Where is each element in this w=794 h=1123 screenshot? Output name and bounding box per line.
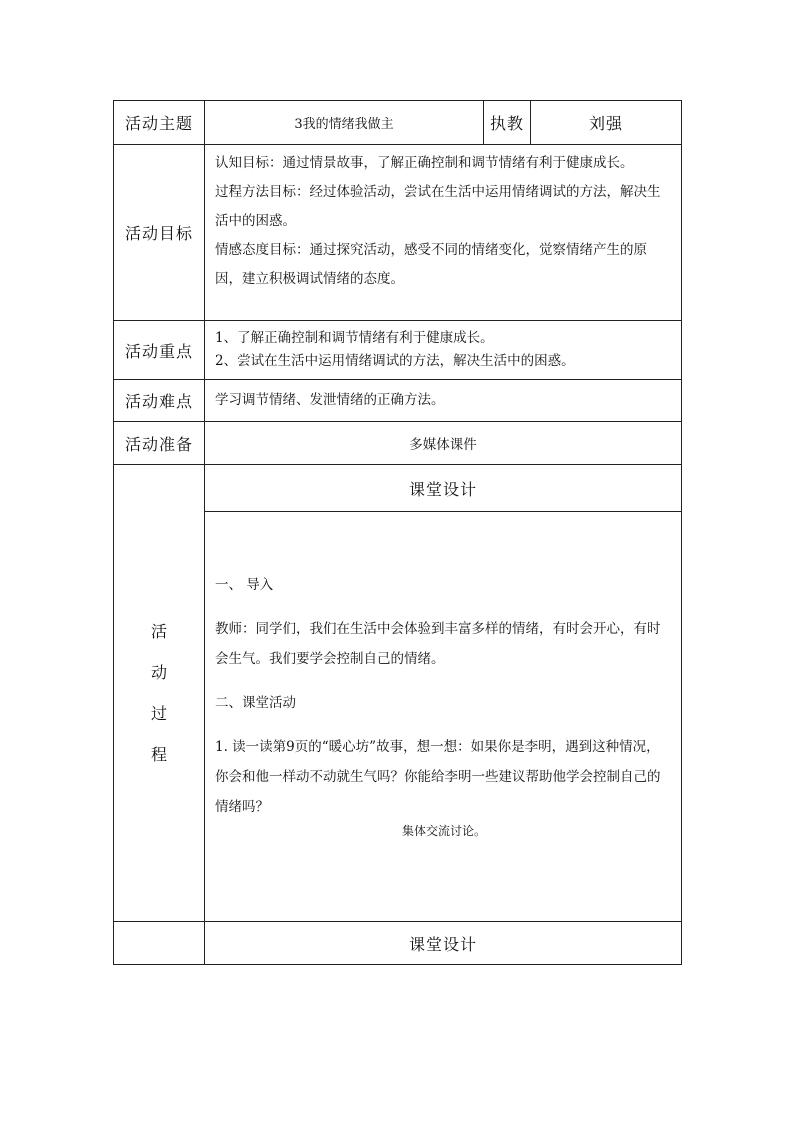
section1-title: 一、 导入: [215, 577, 274, 593]
process-content: [205, 512, 682, 922]
teacher-name: 刘强: [531, 101, 682, 145]
activity1-note: 集体交流讨论。: [401, 824, 486, 838]
section1-text: 教师：同学们，我们在生活中会体验到丰富多样的情绪，有时会开心，有时会生气。我们要学会控制自己的情绪。: [215, 621, 661, 667]
key-points-row: [114, 321, 682, 380]
preparation-text: 多媒体课件: [205, 422, 682, 465]
goal-emotion: 情感态度目标：通过探究活动，感受不同的情绪变化，觉察情绪产生的原因，建立积极调试情绪的态度。: [215, 242, 647, 287]
difficulty-row: [114, 380, 682, 422]
theme-label: 活动主题: [114, 101, 205, 145]
key-points-label: 活动重点: [114, 321, 205, 380]
goal-cognitive: 认知目标：通过情景故事，了解正确控制和调节情绪有利于健康成长。: [215, 155, 634, 171]
process-label-char: 程: [150, 745, 167, 764]
goals-label: 活动目标: [114, 145, 205, 321]
goal-process: 过程方法目标：经过体验活动，尝试在生活中运用情绪调试的方法，解决生活中的困惑。: [215, 184, 661, 229]
teacher-label: 执教: [484, 101, 531, 145]
process-label-char: 活: [150, 622, 167, 641]
key-point-1: 1、了解正确控制和调节情绪有利于健康成长。: [215, 330, 494, 346]
difficulty-label: 活动难点: [114, 380, 205, 422]
theme-value: 3我的情绪我做主: [205, 101, 484, 145]
key-point-2: 2、尝试在生活中运用情绪调试的方法，解决生活中的困惑。: [215, 353, 575, 369]
lesson-plan-table: [113, 100, 682, 965]
footer-empty-cell: [114, 922, 205, 965]
activity1-text: 1. 读一读第9页的“暖心坊”故事，想一想：如果你是李明，遇到这种情况，你会和他一样动不动就生气吗？你能给李明一些建议帮助他学会控制自己的情绪吗？: [215, 739, 661, 815]
theme-row: [114, 101, 682, 145]
preparation-row: [114, 422, 682, 465]
design-title: 课堂设计: [205, 465, 682, 512]
process-label-char: 动: [150, 663, 167, 682]
footer-row: [114, 922, 682, 965]
goals-row: [114, 145, 682, 321]
process-label-char: 过: [150, 704, 167, 723]
design-header-row: [114, 465, 682, 512]
footer-design-title: 课堂设计: [205, 922, 682, 965]
preparation-label: 活动准备: [114, 422, 205, 465]
goals-content: [205, 145, 682, 321]
section2-title: 二、课堂活动: [215, 695, 296, 711]
process-label: [114, 465, 205, 922]
difficulty-text: 学习调节情绪、发泄情绪的正确方法。: [205, 380, 682, 422]
key-points-content: [205, 321, 682, 380]
